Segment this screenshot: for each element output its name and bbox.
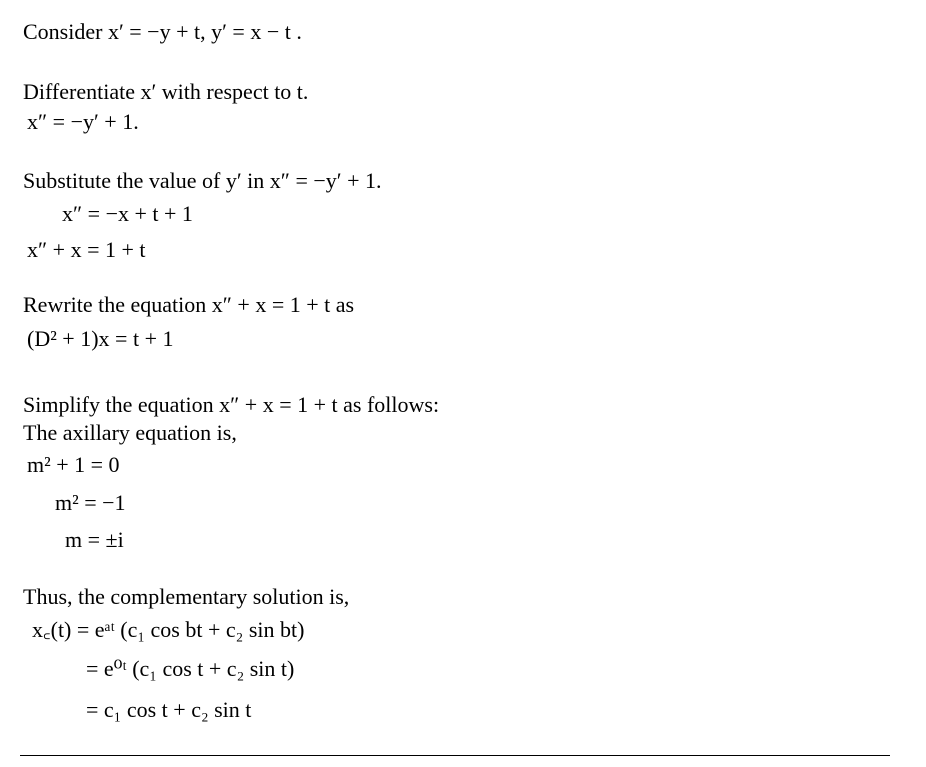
complementary-solution-label: Thus, the complementary solution is, [23, 584, 350, 609]
rewrite-equation: (D² + 1)x = t + 1 [27, 326, 174, 351]
differentiate-equation: x″ = −y′ + 1. [27, 109, 139, 134]
intro-line [23, 19, 302, 45]
simplify-instruction: Simplify the equation x″ + x = 1 + t as follows: [23, 392, 440, 417]
substitute-instruction: Substitute the value of y′ in x″ = −y′ + 1. [23, 168, 382, 193]
rewrite-instruction: Rewrite the equation x″ + x = 1 + t as [23, 292, 355, 317]
auxiliary-equation-3: m = ±i [65, 527, 124, 552]
complementary-solution-equation-2: = e⁰ᵗ (c₁ cos t + c₂ sin t) [86, 656, 295, 681]
intro-math: x′ = −y + t, y′ = x − t . [107, 19, 302, 44]
intro-text: Consider [23, 19, 103, 44]
differentiate-instruction: Differentiate x′ with respect to t. [23, 79, 309, 104]
auxiliary-equation-2: m² = −1 [55, 490, 126, 515]
substitute-equation-2: x″ + x = 1 + t [27, 237, 146, 262]
bottom-divider [20, 755, 890, 756]
auxiliary-equation-label: The axillary equation is, [23, 420, 237, 445]
substitute-equation-1: x″ = −x + t + 1 [62, 201, 193, 226]
complementary-solution-equation-3: = c₁ cos t + c₂ sin t [86, 697, 252, 722]
auxiliary-equation-1: m² + 1 = 0 [27, 452, 120, 477]
complementary-solution-equation-1: x꜀(t) = eᵃᵗ (c₁ cos bt + c₂ sin bt) [32, 617, 305, 642]
